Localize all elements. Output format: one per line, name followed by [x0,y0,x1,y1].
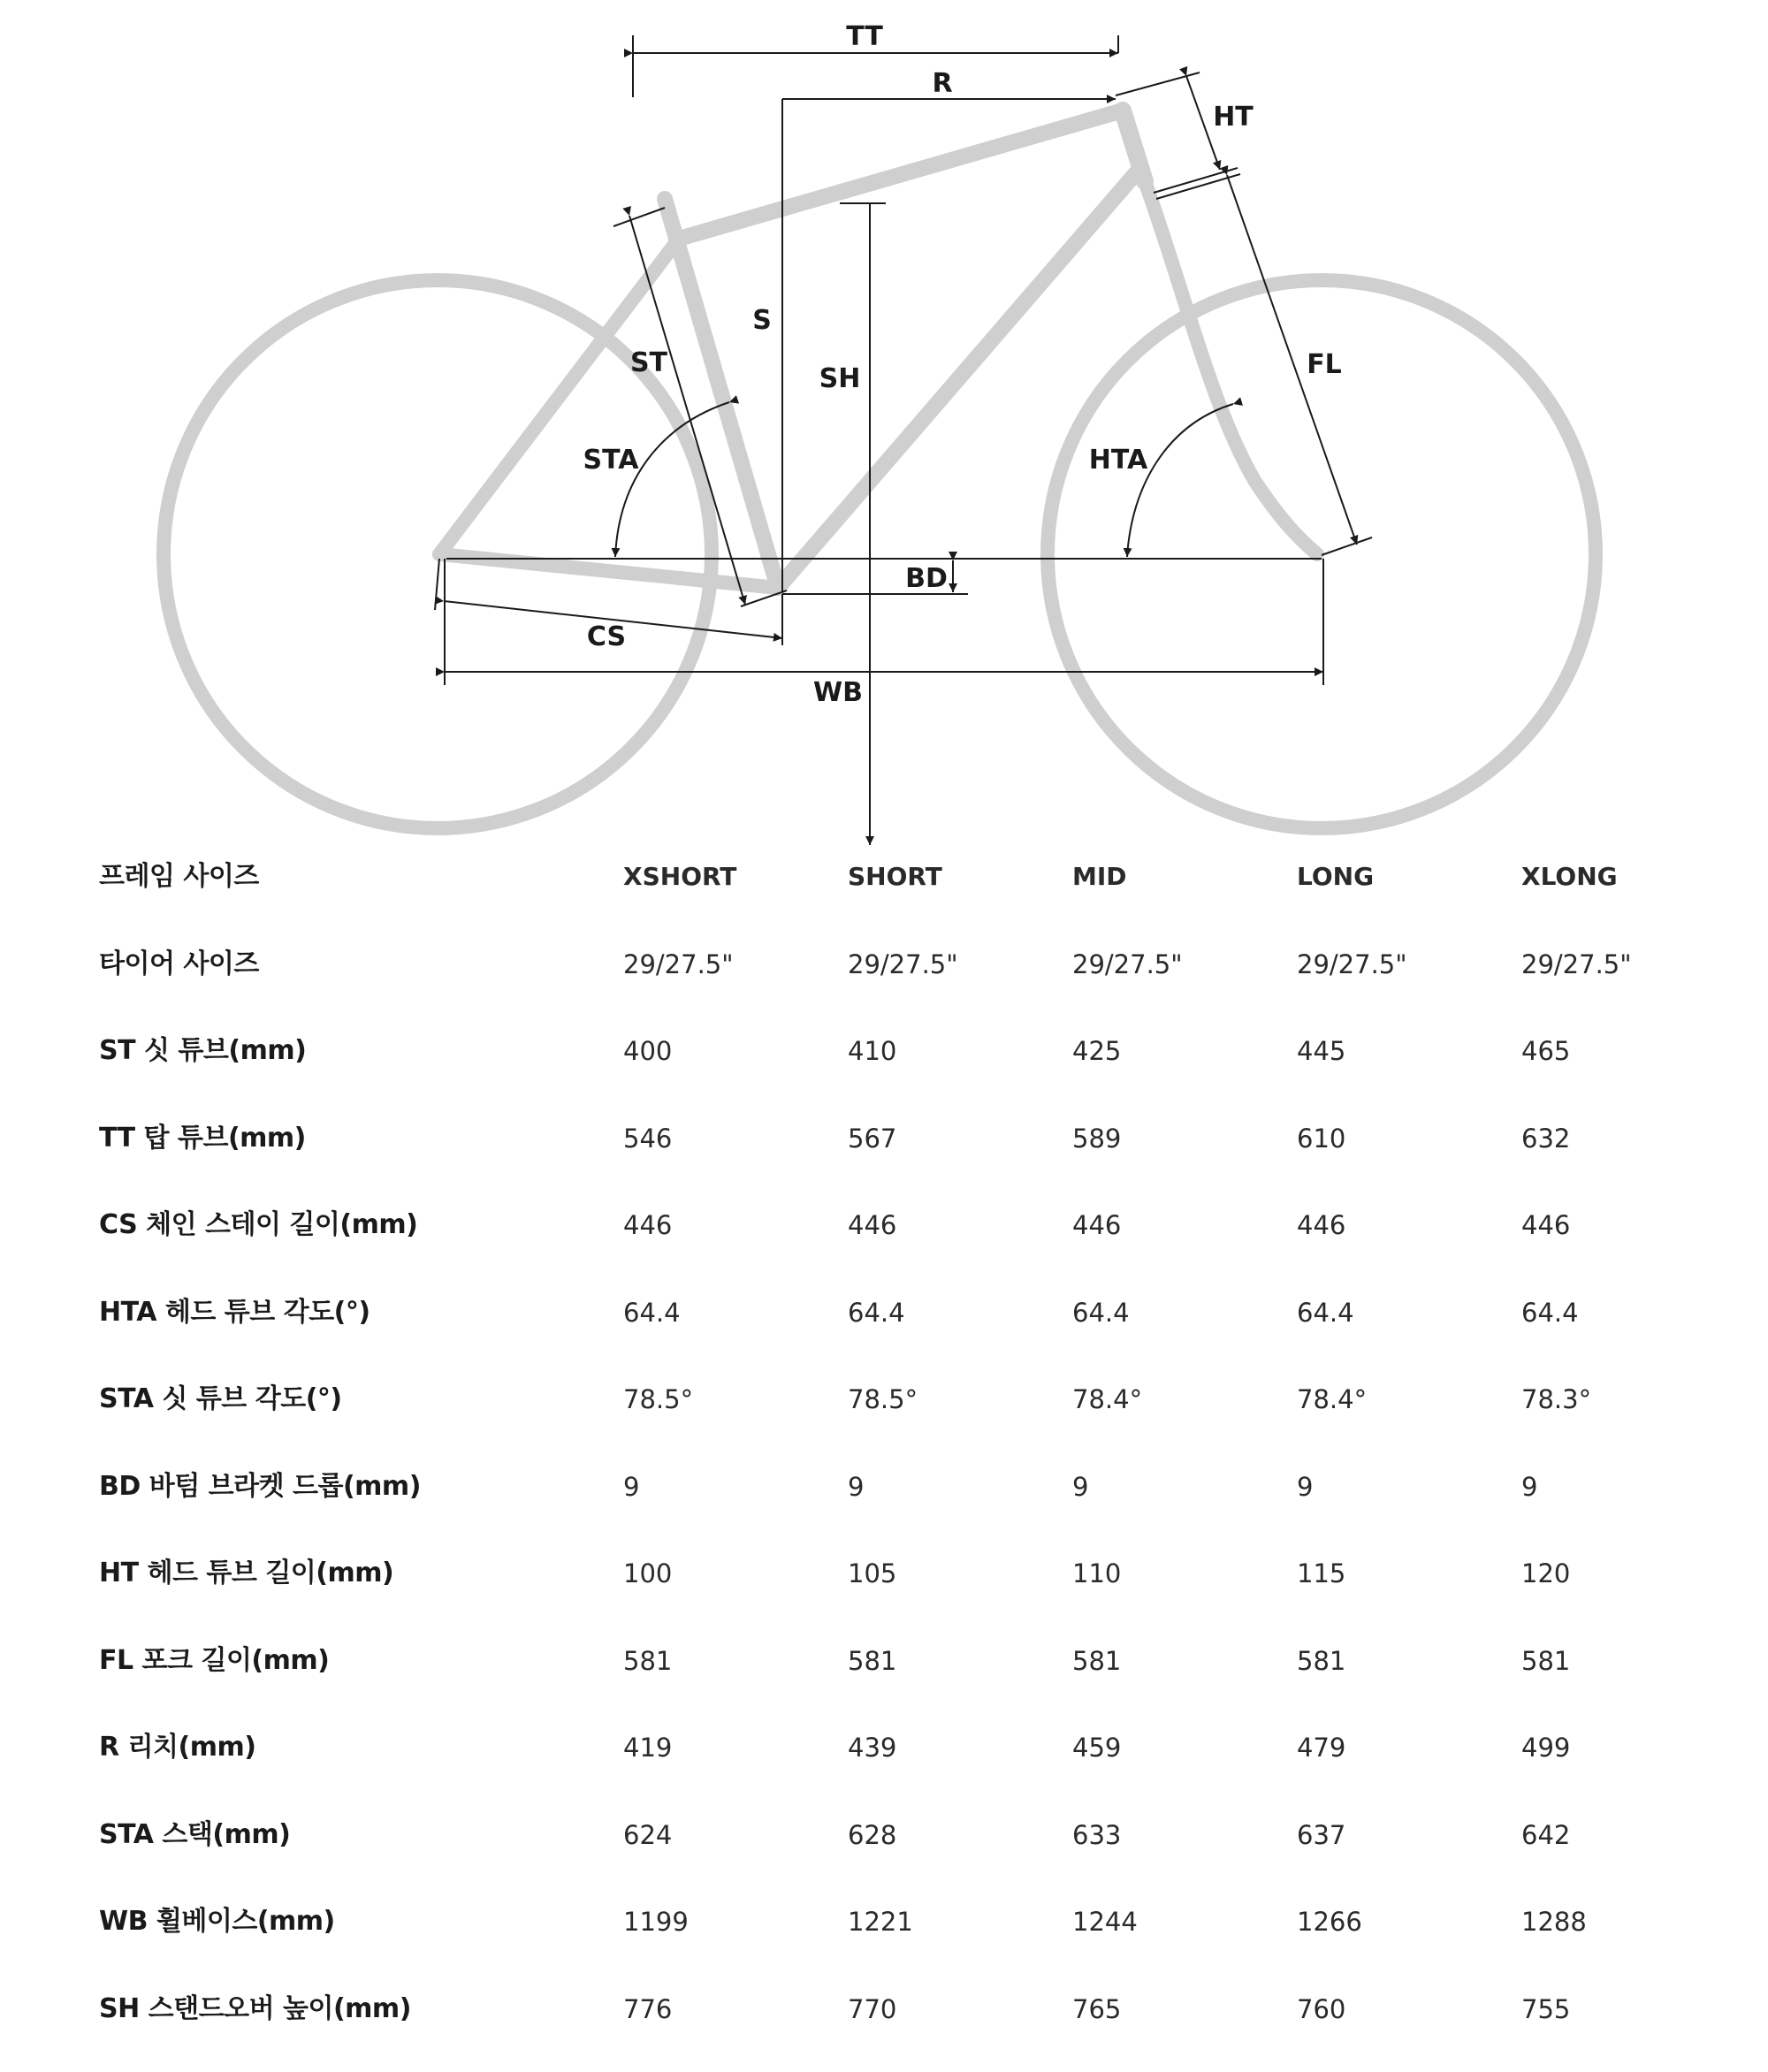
cell-value: 776 [623,1985,672,2033]
row-label: BD 바텀 브라켓 드롭(mm) [99,1463,421,1511]
cell-value: 1244 [1072,1898,1138,1946]
cell-value: 546 [623,1115,672,1162]
label-cs: CS [587,621,626,652]
size-header: SHORT [848,853,942,901]
table-row [0,1637,1768,1725]
size-header: MID [1072,853,1127,901]
cell-value: 581 [1521,1637,1570,1685]
row-label: 타이어 사이즈 [99,941,259,988]
cell-value: 105 [848,1550,896,1597]
cell-value: 419 [623,1724,672,1771]
cell-value: 765 [1072,1985,1121,2033]
cell-value: 581 [848,1637,896,1685]
row-label: CS 체인 스테이 길이(mm) [99,1201,417,1249]
label-st: ST [630,347,668,378]
cell-value: 64.4 [1521,1289,1579,1337]
cell-value: 78.4° [1072,1375,1142,1423]
label-hta: HTA [1089,445,1148,476]
row-label: STA 싯 튜브 각도(°) [99,1375,342,1423]
table-row [0,1027,1768,1115]
cell-value: 1199 [623,1898,689,1946]
row-label: HTA 헤드 튜브 각도(°) [99,1289,370,1337]
row-label: R 리치(mm) [99,1724,255,1771]
cell-value: 64.4 [1297,1289,1354,1337]
table-header-row [0,853,1768,941]
table-row [0,1463,1768,1550]
cell-value: 400 [623,1027,672,1075]
row-label: FL 포크 길이(mm) [99,1637,329,1685]
cell-value: 29/27.5" [1072,941,1183,988]
label-wb: WB [813,677,863,708]
cell-value: 29/27.5" [848,941,958,988]
label-ht: HT [1213,102,1254,133]
cell-value: 610 [1297,1115,1345,1162]
cell-value: 445 [1297,1027,1345,1075]
cell-value: 9 [1072,1463,1088,1511]
cell-value: 581 [623,1637,672,1685]
cell-value: 581 [1072,1637,1121,1685]
table-row [0,1898,1768,1985]
cell-value: 1266 [1297,1898,1362,1946]
label-tt: TT [846,21,883,52]
cell-value: 78.3° [1521,1375,1591,1423]
cell-value: 624 [623,1811,672,1859]
top-tube [679,110,1123,239]
cell-value: 459 [1072,1724,1121,1771]
cell-value: 64.4 [623,1289,681,1337]
cell-value: 115 [1297,1550,1345,1597]
table-row [0,1115,1768,1202]
cell-value: 64.4 [848,1289,905,1337]
cell-value: 446 [1297,1201,1345,1249]
cell-value: 589 [1072,1115,1121,1162]
cell-value: 9 [1521,1463,1537,1511]
cell-value: 628 [848,1811,896,1859]
cell-value: 1288 [1521,1898,1587,1946]
row-label: WB 휠베이스(mm) [99,1898,335,1946]
label-bd: BD [905,563,948,594]
cell-value: 78.4° [1297,1375,1367,1423]
cell-value: 29/27.5" [623,941,734,988]
table-row [0,1375,1768,1463]
cell-value: 567 [848,1115,896,1162]
size-header: XLONG [1521,853,1618,901]
cell-value: 479 [1297,1724,1345,1771]
cell-value: 9 [623,1463,639,1511]
cell-value: 439 [848,1724,896,1771]
cell-value: 110 [1072,1550,1121,1597]
cell-value: 9 [1297,1463,1313,1511]
cell-value: 446 [1521,1201,1570,1249]
table-row [0,1550,1768,1637]
label-sta: STA [583,445,640,476]
cell-value: 100 [623,1550,672,1597]
fork [1145,181,1317,554]
cell-value: 29/27.5" [1297,941,1407,988]
label-fl: FL [1307,349,1342,380]
head-tube [1123,110,1145,181]
row-label: ST 싯 튜브(mm) [99,1027,306,1075]
geometry-table [0,853,1768,2072]
row-label: STA 스택(mm) [99,1811,290,1859]
cell-value: 78.5° [848,1375,918,1423]
cell-value: 446 [1072,1201,1121,1249]
cell-value: 770 [848,1985,896,2033]
cell-value: 632 [1521,1115,1570,1162]
row-label: TT 탑 튜브(mm) [99,1115,306,1162]
label-s: S [752,305,772,336]
size-header: XSHORT [623,853,736,901]
cell-value: 78.5° [623,1375,693,1423]
cell-value: 446 [848,1201,896,1249]
cell-value: 465 [1521,1027,1570,1075]
bike-geometry-diagram [0,0,1768,866]
table-row [0,1201,1768,1289]
cell-value: 633 [1072,1811,1121,1859]
cell-value: 642 [1521,1811,1570,1859]
cell-value: 9 [848,1463,864,1511]
table-row [0,1985,1768,2072]
cell-value: 64.4 [1072,1289,1130,1337]
row-label: HT 헤드 튜브 길이(mm) [99,1550,393,1597]
cell-value: 581 [1297,1637,1345,1685]
cell-value: 446 [623,1201,672,1249]
table-row [0,1289,1768,1376]
table-row [0,1724,1768,1811]
cell-value: 425 [1072,1027,1121,1075]
bike-frame [439,110,1317,588]
cell-value: 637 [1297,1811,1345,1859]
label-r: R [932,68,952,99]
table-row [0,941,1768,1028]
cell-value: 29/27.5" [1521,941,1632,988]
cell-value: 410 [848,1027,896,1075]
row-label: SH 스탠드오버 높이(mm) [99,1985,411,2033]
cell-value: 120 [1521,1550,1570,1597]
label-sh: SH [819,363,861,394]
cell-value: 1221 [848,1898,913,1946]
size-header: LONG [1297,853,1374,901]
header-label: 프레임 사이즈 [99,853,259,901]
cell-value: 499 [1521,1724,1570,1771]
cell-value: 760 [1297,1985,1345,2033]
table-row [0,1811,1768,1899]
cell-value: 755 [1521,1985,1570,2033]
